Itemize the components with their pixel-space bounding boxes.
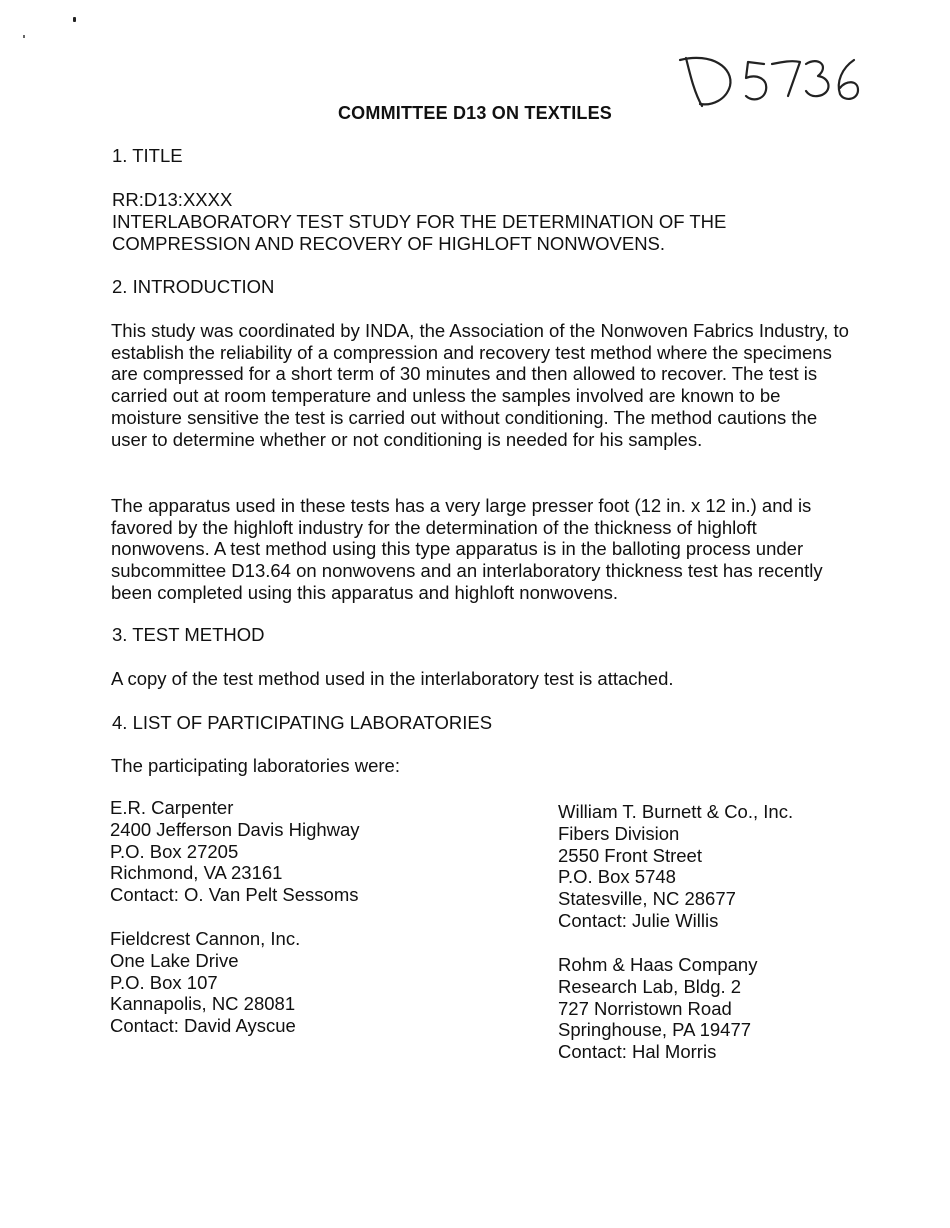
- study-title-line-2: COMPRESSION AND RECOVERY OF HIGHLOFT NONWOVENS.: [112, 233, 666, 254]
- lab-address-line: E.R. Carpenter: [110, 797, 234, 818]
- lab-address-line: Springhouse, PA 19477: [558, 1019, 752, 1041]
- committee-header: COMMITTEE D13 ON TEXTILES: [337, 103, 613, 123]
- introduction-paragraph-2: The apparatus used in these tests has a very large presser foot (12 in. x 12 in.) and is favored by the highloft industry for the determination of the thickness of highloft nonwovens. A test method using this type apparatus is in the balloting process under subcommittee D13.64 on nonwovens and an interlaboratory thickness test has recently been completed using this apparatus and highloft nonwovens.: [111, 495, 823, 603]
- lab-address-line: William T. Burnett & Co., Inc.: [558, 801, 794, 822]
- scan-speck: [23, 35, 25, 38]
- lab-address-line: Statesville, NC 28677: [558, 888, 736, 910]
- lab-address-block: [558, 801, 793, 932]
- lab-address-line: P.O. Box 107: [110, 971, 218, 993]
- scan-speck: [73, 17, 76, 22]
- section-4-heading: 4. LIST OF PARTICIPATING LABORATORIES: [112, 712, 493, 733]
- lab-contact: Contact: Hal Morris: [558, 1041, 717, 1063]
- lab-address-line: Research Lab, Bldg. 2: [558, 975, 742, 997]
- lab-contact: Contact: Julie Willis: [558, 909, 719, 931]
- lab-address-line: 727 Norristown Road: [558, 997, 732, 1019]
- lab-contact: Contact: O. Van Pelt Sessoms: [110, 884, 359, 906]
- lab-address-line: 2550 Front Street: [558, 844, 702, 866]
- lab-contact: Contact: David Ayscue: [110, 1015, 296, 1037]
- lab-address-block: [110, 928, 300, 1037]
- lab-address-line: Fieldcrest Cannon, Inc.: [110, 928, 301, 949]
- lab-address-line: Fibers Division: [558, 822, 680, 844]
- lab-address-line: One Lake Drive: [110, 949, 239, 971]
- section-3-heading: 3. TEST METHOD: [112, 624, 265, 645]
- section-2-heading: 2. INTRODUCTION: [112, 276, 275, 297]
- study-title-line-1: INTERLABORATORY TEST STUDY FOR THE DETERMINATION OF THE: [112, 211, 727, 232]
- lab-address-block: [110, 797, 360, 906]
- report-code: RR:D13:XXXX: [112, 189, 233, 210]
- introduction-paragraph-1: This study was coordinated by INDA, the Association of the Nonwoven Fabrics Industry, to establish the reliability of a compression and recovery test method where the specimens are compressed for a short term of 30 minutes and then allowed to recover. The test is carried out at room temperature and unless the samples involved are known to be moisture sensitive the test is carried out without conditioning. The method cautions the user to determine whether or not conditioning is needed for his samples.: [111, 320, 849, 450]
- lab-address-line: Kannapolis, NC 28081: [110, 993, 296, 1015]
- participating-labs-intro: The participating laboratories were:: [111, 755, 400, 776]
- section-1-heading: 1. TITLE: [112, 145, 183, 166]
- lab-address-block: [558, 954, 757, 1063]
- test-method-note: A copy of the test method used in the interlaboratory test is attached.: [111, 668, 674, 689]
- lab-address-line: 2400 Jefferson Davis Highway: [110, 818, 360, 840]
- lab-address-line: Rohm & Haas Company: [558, 954, 758, 975]
- lab-address-line: Richmond, VA 23161: [110, 862, 283, 884]
- lab-address-line: P.O. Box 5748: [558, 866, 676, 888]
- lab-address-line: P.O. Box 27205: [110, 840, 239, 862]
